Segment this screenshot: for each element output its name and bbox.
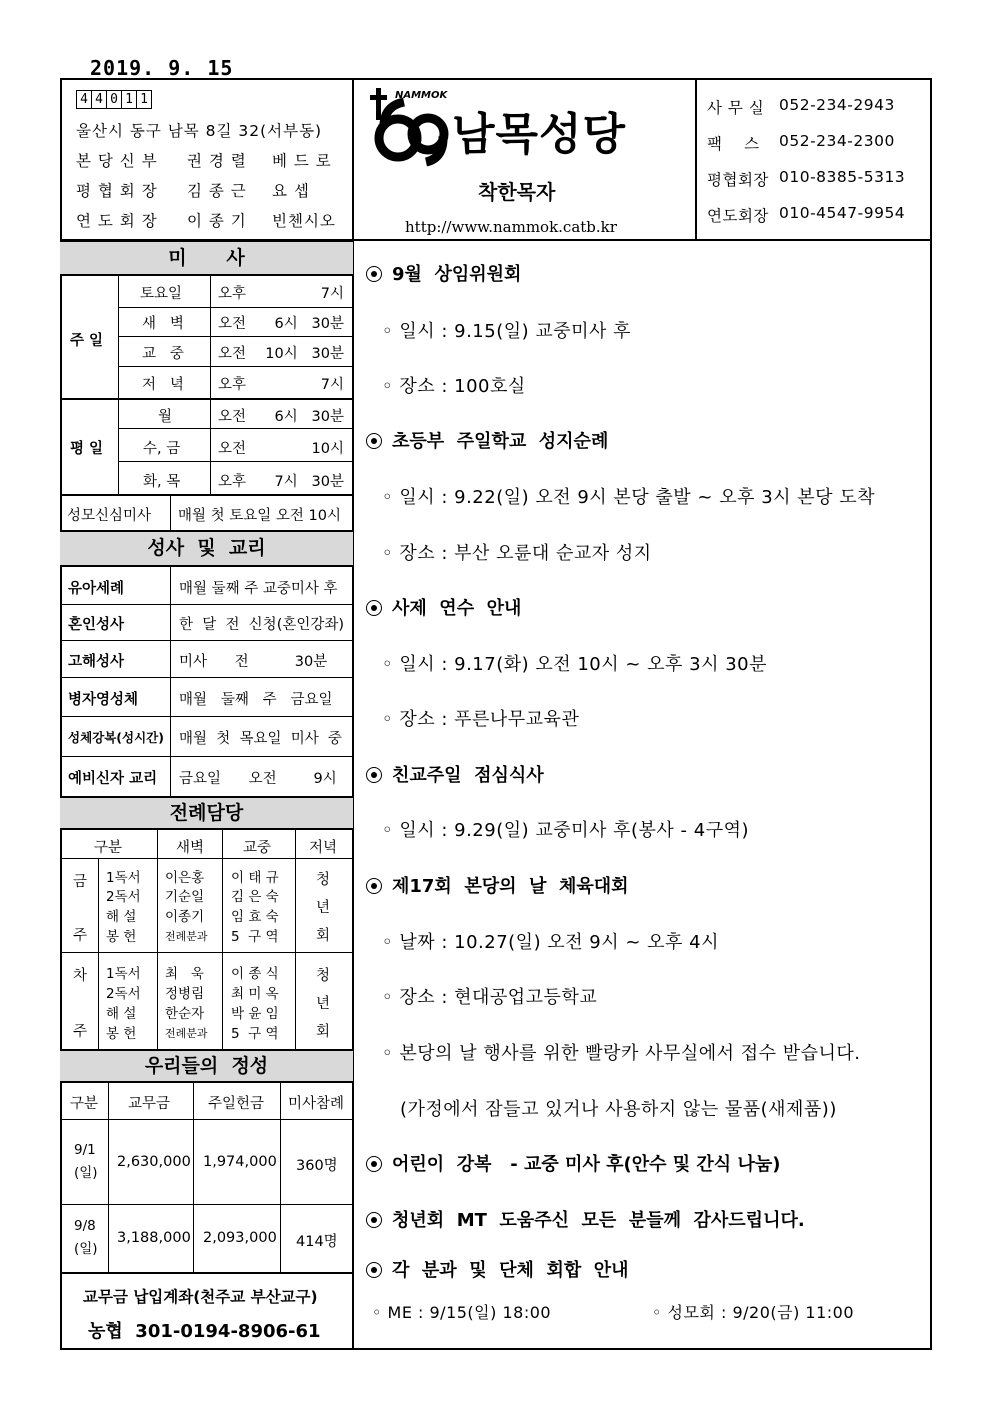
staff-role: 본 당 신 부 — [76, 152, 158, 170]
bullet-icon — [366, 1262, 382, 1278]
liturgy-evening: 년 — [316, 900, 331, 916]
contact-value: 010-4547-9954 — [779, 204, 906, 222]
liturgy-main: 이 종 식 — [231, 966, 279, 982]
sacrament-label: 병자영성체 — [68, 692, 139, 708]
offering-header: 교무금 — [128, 1096, 171, 1112]
contact-label: 사 무 실 — [707, 99, 765, 117]
mass-time: 10시 30분 — [265, 346, 344, 362]
staff-role: 연 도 회 장 — [76, 212, 158, 230]
account-number: 농협 301-0194-8906-61 — [88, 1321, 321, 1342]
mass-time: 6시 30분 — [274, 409, 344, 425]
contact-value: 010-8385-5313 — [779, 168, 906, 186]
postal-code — [76, 90, 151, 109]
grid-line — [118, 275, 119, 495]
liturgy-evening: 년 — [316, 996, 331, 1012]
bullet-icon — [366, 600, 382, 616]
liturgy-main: 이 태 규 — [231, 870, 279, 886]
church-url[interactable]: http://www.nammok.catb.kr — [405, 218, 617, 236]
notice-line: (가정에서 잠들고 있거나 사용하지 않는 물품(새제품)) — [400, 1099, 837, 1120]
notice-line: ◦ 장소 : 현대공업고등학교 — [382, 987, 598, 1008]
notice-title — [366, 1150, 780, 1176]
staff-baptismal: 베 드 로 — [272, 152, 332, 170]
sacrament-value: 미사 전 30분 — [179, 654, 328, 670]
offering-date: 9/1 — [74, 1142, 96, 1158]
liturgy-role: 1독서 — [106, 966, 141, 982]
mass-day: 수, 금 — [143, 441, 181, 457]
sacrament-value: 금요일 오전 9시 — [179, 771, 337, 787]
liturgy-header: 저녁 — [309, 840, 338, 856]
mass-day: 월 — [158, 409, 173, 425]
grid-line — [60, 716, 353, 717]
notice-title — [366, 427, 608, 453]
notice-line: ◦ 장소 : 부산 오륜대 순교자 성지 — [382, 543, 652, 564]
sacrament-label: 성체강복(성시간) — [68, 730, 164, 745]
notice-title-text: 9월 상임위원회 — [392, 264, 522, 285]
mass-time: 10시 — [311, 441, 344, 457]
grid-line — [210, 275, 211, 495]
staff-name: 이 종 기 — [187, 212, 247, 230]
liturgy-role: 1독서 — [106, 870, 141, 886]
offering-header: 주일헌금 — [208, 1096, 265, 1112]
mass-time: 7시 30분 — [274, 474, 344, 490]
notice-line: ◦ 일시 : 9.22(일) 오전 9시 본당 출발 ~ 오후 3시 본당 도착 — [382, 487, 876, 508]
liturgy-dawn: 최 욱 — [165, 966, 204, 982]
sacrament-label: 혼인성사 — [68, 617, 125, 633]
grid-line — [118, 336, 353, 337]
mass-day: 저 녁 — [142, 377, 184, 393]
marian-mass-value: 매월 첫 토요일 오전 10시 — [178, 508, 341, 524]
liturgy-header: 새벽 — [176, 840, 205, 856]
postal-digit: 1 — [121, 90, 137, 109]
offering-collection: 1,974,000 — [203, 1154, 277, 1170]
grid-line — [60, 1272, 353, 1274]
offering-header: 미사참례 — [288, 1096, 345, 1112]
liturgy-main: 5 구 역 — [231, 929, 279, 945]
liturgy-title: 전례담당 — [60, 796, 353, 830]
liturgy-dawn: 한순자 — [165, 1006, 205, 1022]
liturgy-role: 봉 헌 — [106, 1026, 137, 1042]
postal-digit: 1 — [136, 90, 152, 109]
notice-line: ◦ 본당의 날 행사를 위한 빨랑카 사무실에서 접수 받습니다. — [382, 1043, 861, 1064]
offering-attendance: 414명 — [296, 1234, 338, 1250]
liturgy-role: 해 설 — [106, 909, 137, 925]
marian-mass-label: 성모신심미사 — [67, 508, 152, 524]
grid-line — [60, 494, 353, 496]
notice-title-text: 각 분과 및 단체 회합 안내 — [392, 1260, 629, 1281]
mass-ampm: 오후 — [218, 377, 247, 393]
mass-ampm: 오후 — [218, 286, 247, 302]
notice-title-text: 어린이 강복 - 교중 미사 후(안수 및 간식 나눔) — [392, 1154, 781, 1175]
mass-day: 교 중 — [142, 346, 184, 362]
offering-dues: 3,188,000 — [117, 1230, 191, 1246]
liturgy-main: 최 미 옥 — [231, 986, 279, 1002]
offering-dues: 2,630,000 — [117, 1154, 191, 1170]
liturgy-main: 임 효 숙 — [231, 909, 279, 925]
liturgy-main: 박 윤 임 — [231, 1006, 279, 1022]
grid-line — [118, 307, 353, 308]
grid-line — [60, 858, 353, 859]
grid-line — [118, 366, 353, 367]
grid-line — [222, 830, 223, 1050]
sunday-title: 착한목자 — [478, 180, 556, 204]
mass-day: 새 벽 — [142, 316, 184, 332]
address: 울산시 동구 남목 8길 32(서부동) — [76, 122, 323, 140]
sacrament-value: 매월 둘째 주 교중미사 후 — [179, 581, 338, 597]
postal-digit: 4 — [76, 90, 92, 109]
account-label: 교무금 납입계좌(천주교 부산교구) — [83, 1288, 318, 1306]
mass-ampm: 오전 — [218, 441, 247, 457]
notice-title-text: 친교주일 점심식사 — [392, 765, 544, 786]
liturgy-dawn: 정병림 — [165, 986, 205, 1002]
liturgy-dawn: 이종기 — [165, 909, 205, 925]
notice-title — [366, 1206, 805, 1232]
mass-time: 7시 — [320, 377, 344, 393]
staff-baptismal: 요 셉 — [272, 182, 310, 200]
mass-ampm: 오전 — [218, 316, 247, 332]
grid-line — [280, 1083, 281, 1273]
liturgy-role: 해 설 — [106, 1006, 137, 1022]
notice-line: ◦ ME : 9/15(일) 18:00 — [372, 1303, 552, 1322]
notice-title-text: 제17회 본당의 날 체육대회 — [392, 876, 629, 897]
grid-line — [60, 398, 353, 400]
liturgy-week-label: 주 — [73, 928, 88, 944]
notice-title — [366, 594, 521, 620]
contact-value: 052-234-2300 — [779, 132, 895, 150]
staff-name: 김 종 근 — [187, 182, 247, 200]
header-divider-right — [695, 78, 697, 241]
sunday-label: 주 일 — [70, 333, 104, 349]
grid-line — [60, 1119, 353, 1120]
grid-line — [60, 640, 353, 641]
offering-day: (일) — [74, 1165, 98, 1181]
postal-digit: 4 — [91, 90, 107, 109]
bullet-icon — [366, 1156, 382, 1172]
grid-line — [170, 495, 171, 531]
offering-date: 9/8 — [74, 1218, 96, 1234]
logo-small-text: NAMMOK — [395, 90, 448, 101]
grid-line — [60, 952, 353, 953]
offering-attendance: 360명 — [296, 1158, 338, 1174]
grid-line — [108, 1083, 109, 1273]
liturgy-evening: 회 — [316, 928, 331, 944]
mass-time: 7시 — [320, 286, 344, 302]
mass-ampm: 오전 — [218, 346, 247, 362]
grid-line — [157, 830, 158, 1050]
grid-line — [193, 1083, 194, 1273]
staff-name: 권 경 렬 — [187, 152, 247, 170]
mass-time: 6시 30분 — [274, 316, 344, 332]
notice-line: ◦ 일시 : 9.15(일) 교중미사 후 — [382, 321, 632, 342]
mass-day: 토요일 — [140, 286, 183, 302]
notice-title-text: 초등부 주일학교 성지순례 — [392, 431, 609, 452]
liturgy-role: 2독서 — [106, 889, 141, 905]
offering-header: 구분 — [70, 1096, 99, 1112]
grid-line — [60, 756, 353, 757]
staff-role: 평 협 회 장 — [76, 182, 158, 200]
liturgy-role: 2독서 — [106, 986, 141, 1002]
bullet-icon — [366, 1212, 382, 1228]
grid-line — [98, 858, 99, 1050]
liturgy-week-label: 주 — [73, 1024, 88, 1040]
liturgy-dawn: 기순일 — [165, 889, 205, 905]
liturgy-dawn: 이은홍 — [165, 870, 205, 886]
liturgy-evening: 회 — [316, 1024, 331, 1040]
sacrament-value: 한 달 전 신청(혼인강좌) — [179, 617, 345, 633]
notice-line: ◦ 장소 : 푸른나무교육관 — [382, 709, 580, 730]
sacrament-value: 매월 둘째 주 금요일 — [179, 692, 333, 708]
notice-line: ◦ 성모회 : 9/20(금) 11:00 — [652, 1303, 855, 1322]
contact-label: 연도회장 — [707, 207, 769, 225]
church-name: 남목성당 — [452, 109, 627, 160]
notice-line: ◦ 일시 : 9.29(일) 교중미사 후(봉사 - 4구역) — [382, 820, 750, 841]
contact-label: 평협회장 — [707, 171, 769, 189]
mass-ampm: 오전 — [218, 409, 247, 425]
sacrament-label: 유아세례 — [68, 581, 125, 597]
grid-line — [118, 461, 353, 462]
liturgy-header: 구분 — [94, 840, 123, 856]
mass-day: 화, 목 — [143, 474, 181, 490]
notice-title — [366, 872, 629, 898]
grid-line — [60, 677, 353, 678]
weekday-label: 평 일 — [70, 441, 104, 457]
sacrament-label: 고해성사 — [68, 654, 125, 670]
mass-title: 미 사 — [60, 240, 353, 276]
bullet-icon — [366, 433, 382, 449]
grid-line — [60, 1204, 353, 1205]
notice-line: ◦ 일시 : 9.17(화) 오전 10시 ~ 오후 3시 30분 — [382, 654, 768, 675]
notice-line: ◦ 장소 : 100호실 — [382, 376, 526, 397]
liturgy-main: 5 구 역 — [231, 1026, 279, 1042]
notice-title — [366, 260, 521, 286]
liturgy-role: 봉 헌 — [106, 929, 137, 945]
liturgy-dawn: 전례분과 — [165, 930, 208, 943]
contact-label: 팩 스 — [707, 135, 760, 153]
mass-ampm: 오후 — [218, 474, 247, 490]
bullet-icon — [366, 767, 382, 783]
notice-title-text: 사제 연수 안내 — [392, 598, 522, 619]
notice-title — [366, 761, 544, 787]
bullet-icon — [366, 878, 382, 894]
notice-title — [366, 1256, 629, 1282]
notice-title-text: 청년회 MT 도움주신 모든 분들께 감사드립니다. — [392, 1210, 805, 1231]
grid-line — [60, 604, 353, 605]
contact-value: 052-234-2943 — [779, 96, 895, 114]
sacraments-title: 성사 및 교리 — [60, 530, 353, 567]
grid-line — [170, 567, 171, 797]
sacrament-value: 매월 첫 목요일 미사 중 — [179, 731, 342, 747]
liturgy-evening: 청 — [316, 872, 331, 888]
grid-line — [295, 830, 296, 1050]
notice-line: ◦ 날짜 : 10.27(일) 오전 9시 ~ 오후 4시 — [382, 932, 720, 953]
sacrament-label: 예비신자 교리 — [68, 771, 158, 787]
offering-day: (일) — [74, 1241, 98, 1257]
liturgy-header: 교중 — [243, 840, 272, 856]
liturgy-main: 김 은 숙 — [231, 889, 279, 905]
liturgy-dawn: 전례분과 — [165, 1027, 208, 1040]
liturgy-week-label: 금 — [73, 874, 88, 890]
grid-line — [118, 428, 353, 429]
liturgy-evening: 청 — [316, 968, 331, 984]
bulletin-date: 2019. 9. 15 — [90, 56, 234, 80]
postal-digit: 0 — [106, 90, 122, 109]
offering-collection: 2,093,000 — [203, 1230, 277, 1246]
bullet-icon — [366, 266, 382, 282]
staff-baptismal: 빈첸시오 — [272, 212, 336, 230]
offering-title: 우리들의 정성 — [60, 1049, 353, 1083]
liturgy-week-label: 차 — [73, 968, 88, 984]
